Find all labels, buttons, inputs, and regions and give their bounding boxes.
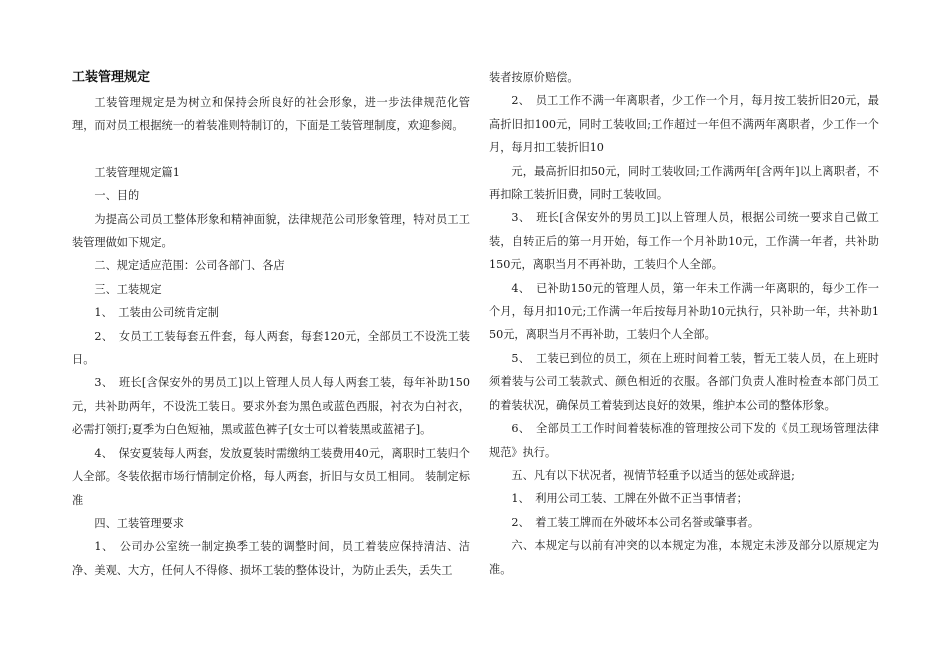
paragraph: 为提高公司员工整体形象和精神面貌，法律规范公司形象管理，特对员工工装管理做如下规定。 [72, 212, 470, 250]
paragraph: 二、规定适应范围：公司各部门、各店 [94, 259, 285, 273]
left-paragraphs [72, 91, 470, 582]
paragraph: 1、 公司办公室统一制定换季工装的调整时间，员工着装应保持清洁、洁净、美观、大方，任何人不得修、损坏工装的整体设计，为防止丢失，丢失工 [72, 540, 470, 577]
document-title: 工装管理规定 [72, 70, 151, 85]
paragraph: 1、 利用公司工装、工牌在外做不正当事情者； [511, 492, 748, 506]
paragraph: 一、目的 [94, 189, 140, 203]
paragraph: 3、 班长[含保安外的男员工]以上管理人员人每人两套工装，每年补助150元，共补助两年，不设洗工装日。要求外套为黑色或蓝色西服，衬衣为白衬衣，必需打领打;夏季为白色短袖，黑或蓝色裤子[女士可以着装黑或蓝裙子]。 [72, 376, 470, 437]
left-column [72, 66, 470, 582]
paragraph: 6、 全部员工工作时间着装标准的管理按公司下发的《员工现场管理法律规范》执行。 [489, 422, 879, 459]
paragraph: 工装管理规定篇1 [94, 165, 180, 179]
paragraph: 三、工装规定 [94, 282, 162, 296]
paragraph: 2、 女员工工装每套五件套，每人两套，每套120元，全部员工不设洗工装日。 [72, 329, 470, 367]
paragraph: 4、 保安夏装每人两套，发放夏装时需缴纳工装费用40元，离职时工装归个人全部。冬装依据市场行情制定价格，每人两套，折旧与女员工相同。 装制定标准 [72, 446, 470, 507]
paragraph: 2、 员工工作不满一年离职者，少工作一个月，每月按工装折旧20元，最高折旧扣100元，同时工装收回;工作超过一年但不满两年离职者，少工作一个月，每月扣工装折旧10 [489, 94, 879, 155]
paragraph: 4、 已补助150元的管理人员，第一年未工作满一年离职的，每少工作一个月，每月扣10元;工作满一年后按每月补助10元执行，只补助一年，共补助150元，离职当月不再补助，工装归个人全部。 [489, 281, 879, 342]
paragraph: 装者按原价赔偿。 [489, 71, 579, 84]
paragraph: 元，最高折旧扣50元，同时工装收回;工作满两年[含两年]以上离职者，不再扣除工装折旧费，同时工装收回。 [489, 164, 879, 202]
paragraph: 五、凡有以下状况者，视情节轻重予以适当的惩处或辞退; [511, 468, 795, 482]
paragraph: 5、 工装已到位的员工，须在上班时间着工装，暂无工装人员，在上班时须着装与公司工装款式、颜色相近的衣服。各部门负责人准时检查本部门员工的着装状况，确保员工着装到达良好的效果，维护本公司的整体形象。 [489, 351, 879, 412]
paragraph: 1、 工装由公司统肯定制 [94, 306, 219, 320]
right-paragraphs [489, 66, 879, 581]
paragraph-spacer [72, 138, 470, 161]
paragraph: 2、 着工装工牌而在外破坏本公司名誉或肇事者。 [511, 515, 760, 529]
paragraph: 3、 班长[含保安外的男员工]以上管理人员，根据公司统一要求自己做工装，自转正后的第一月开始，每工作一个月补助10元，工作满一年者，共补助150元，离职当月不再补助，工装归个人全部。 [489, 211, 879, 272]
right-column [489, 66, 879, 581]
paragraph: 工装管理规定是为树立和保持会所良好的社会形象，进一步法律规范化管理，而对员工根据统一的着装准则特制订的，下面是工装管理制度，欢迎参阅。 [72, 96, 470, 133]
paragraph: 四、工装管理要求 [94, 516, 184, 530]
paragraph: 六、本规定与以前有冲突的以本规定为准，本规定未涉及部分以原规定为准。 [489, 539, 879, 576]
